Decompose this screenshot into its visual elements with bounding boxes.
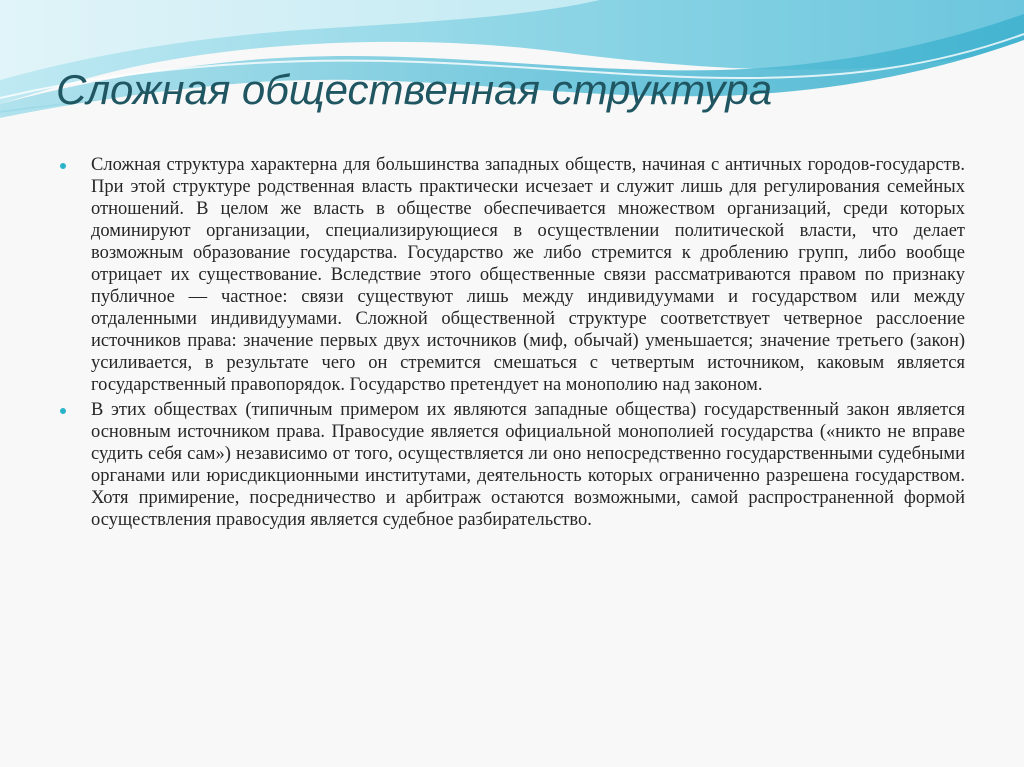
bullet-text: Сложная структура характерна для большинства западных обществ, начиная с античных городов-государств. При этой структуре родственная власть практически исчезает и служит лишь для регулирования семейных отношений. В целом же власть в обществе обеспечивается множеством организаций, среди которых доминируют организации, специализирующиеся в осуществлении политической власти, что делает возможным образование государства. Государство же либо стремится к дроблению групп, либо вообще отрицает их существование. Вследствие этого общественные связи рассматриваются правом по признаку публичное — частное: связи существуют лишь между индивидуумами и государством или между отдаленными индивидуумами. Сложной общественной структуре соответствует четверное расслоение источников права: значение первых двух источников (миф, обычай) уменьшается; значение третьего (закон) усиливается, в результате чего он стремится смешаться с четвертым источником, каковым является государственный правопорядок. Государство претендует на монополию над законом. <box>91 155 965 395</box>
bullet-dot-icon <box>60 408 66 414</box>
bullet-dot-icon <box>60 163 66 169</box>
bullet-list <box>60 154 965 534</box>
list-item <box>60 154 965 396</box>
list-item <box>60 399 965 531</box>
slide-title: Сложная общественная структура <box>56 66 773 113</box>
bullet-text: В этих обществах (типичным примером их являются западные общества) государственный закон является основным источником права. Правосудие является официальной монополией государства («никто не вправе судить себя сам») независимо от того, осуществляется ли оно непосредственно государственными судебными органами или юрисдикционными институтами, деятельность которых ограниченно разрешена государством. Хотя примирение, посредничество и арбитраж остаются возможными, самой распространенной формой осуществления правосудия является судебное разбирательство. <box>91 400 965 530</box>
